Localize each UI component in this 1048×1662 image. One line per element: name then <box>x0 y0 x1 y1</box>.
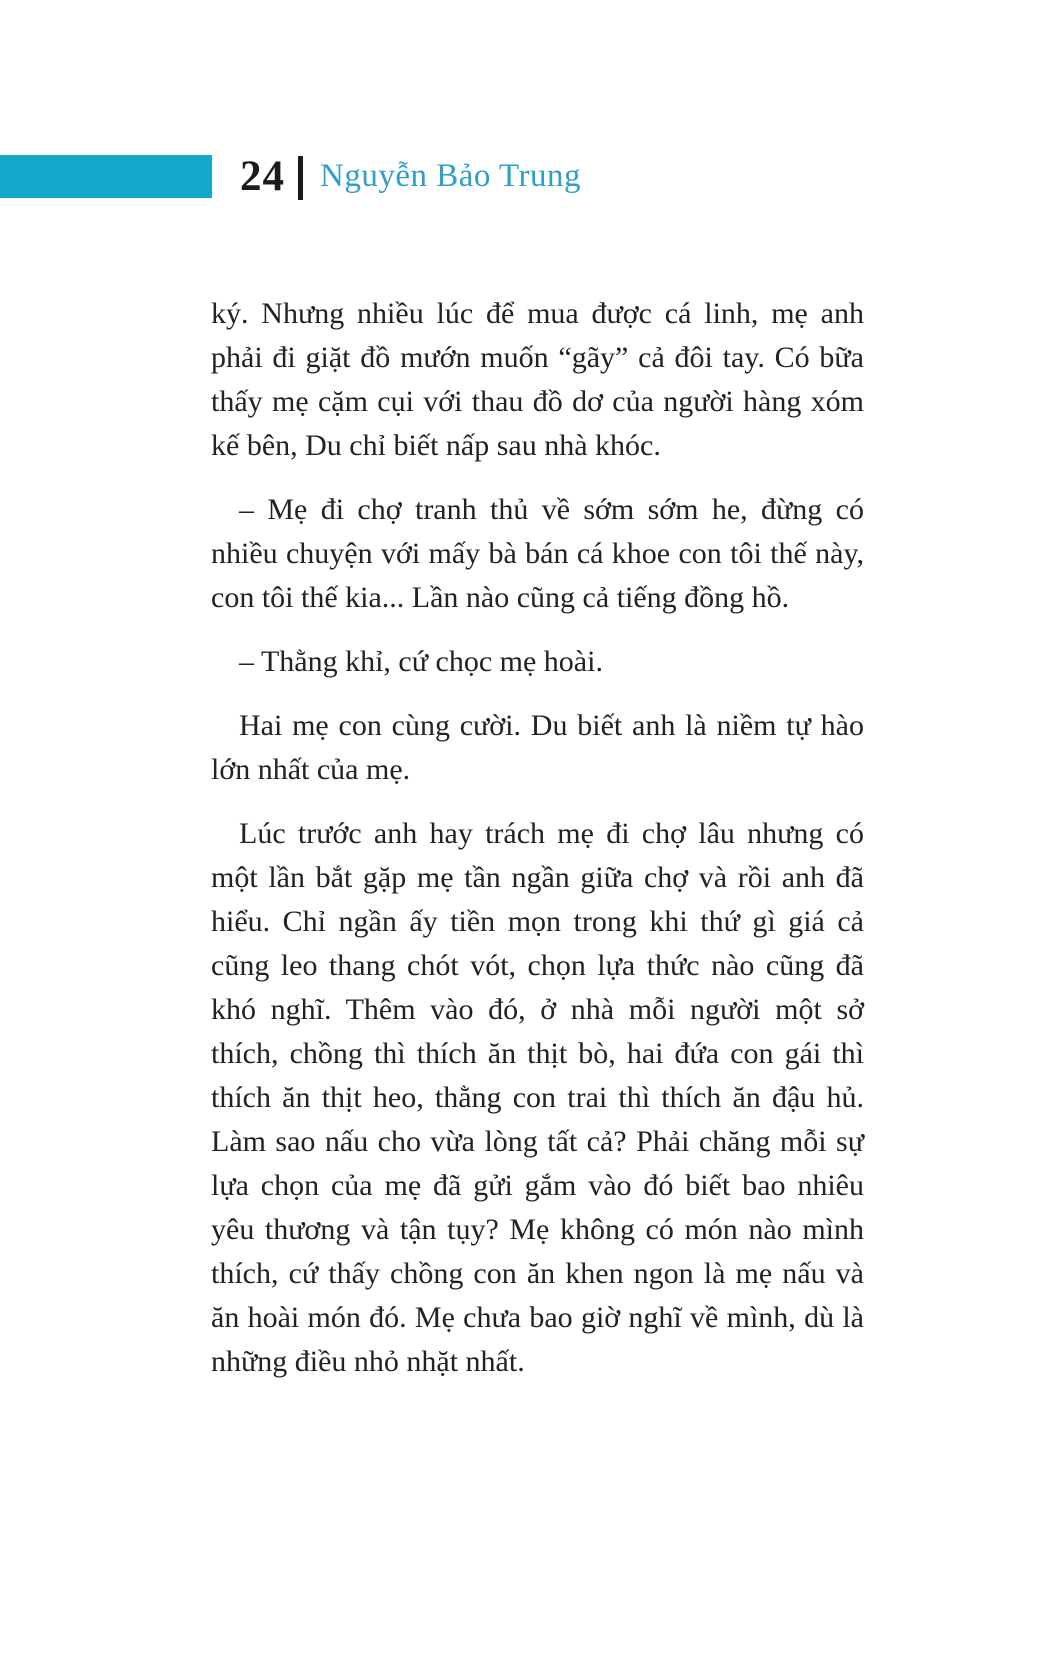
page-body <box>211 292 864 1384</box>
running-title: Nguyễn Bảo Trung <box>320 157 582 194</box>
page-number: 24 <box>240 152 285 200</box>
paragraph-dialogue: – Mẹ đi chợ tranh thủ về sớm sớm he, đừng có nhiều chuyện với mấy bà bán cá khoe con tôi thế này, con tôi thế kia... Lần nào cũng cả tiếng đồng hồ. <box>211 493 864 614</box>
paragraph-continuation: ký. Nhưng nhiều lúc để mua được cá linh, mẹ anh phải đi giặt đồ mướn muốn “gãy” cả đôi tay. Có bữa thấy mẹ cặm cụi với thau đồ dơ của người hàng xóm kế bên, Du chỉ biết nấp sau nhà khóc. <box>211 297 864 462</box>
header-accent-bar <box>0 155 212 198</box>
paragraph-dialogue: – Thằng khỉ, cứ chọc mẹ hoài. <box>239 645 603 678</box>
paragraph: Lúc trước anh hay trách mẹ đi chợ lâu nhưng có một lần bắt gặp mẹ tần ngần giữa chợ và rồi anh đã hiểu. Chỉ ngần ấy tiền mọn trong khi thứ gì giá cả cũng leo thang chót vót, chọn lựa thức nào cũng đã khó nghĩ. Thêm vào đó, ở nhà mỗi người một sở thích, chồng thì thích ăn thịt bò, hai đứa con gái thì thích ăn thịt heo, thằng con trai thì thích ăn đậu hủ. Làm sao nấu cho vừa lòng tất cả? Phải chăng mỗi sự lựa chọn của mẹ đã gửi gắm vào đó biết bao nhiêu yêu thương và tận tụy? Mẹ không có món nào mình thích, cứ thấy chồng con ăn khen ngon là mẹ nấu và ăn hoài món đó. Mẹ chưa bao giờ nghĩ về mình, dù là những điều nhỏ nhặt nhất. <box>211 817 864 1378</box>
header-row <box>240 150 581 202</box>
paragraph: Hai mẹ con cùng cười. Du biết anh là niềm tự hào lớn nhất của mẹ. <box>211 709 864 786</box>
header-divider-rule <box>298 156 303 200</box>
